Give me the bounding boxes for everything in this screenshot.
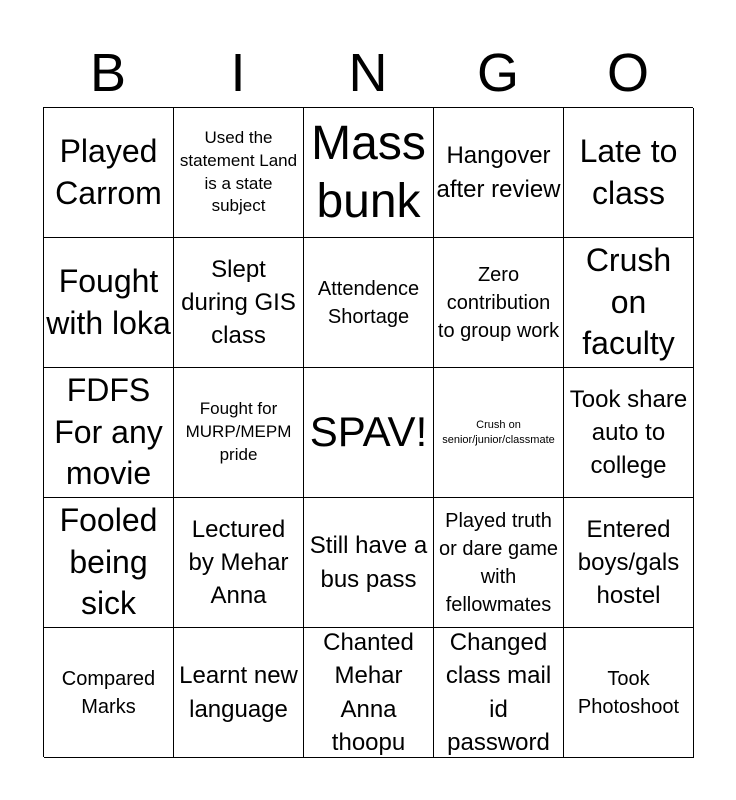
- bingo-cell[interactable]: [174, 498, 304, 628]
- bingo-cell[interactable]: [564, 628, 694, 758]
- bingo-cell-text: Chanted Mehar Anna thoopu: [323, 629, 414, 756]
- bingo-cell-text: Entered boys/gals hostel: [577, 515, 680, 610]
- bingo-cell-text: Crush on senior/junior/classmate: [442, 419, 555, 446]
- bingo-cell[interactable]: [434, 238, 564, 368]
- bingo-cell-text: SPAV!: [309, 408, 428, 456]
- bingo-cell[interactable]: [564, 498, 694, 628]
- bingo-cell-text: Mass bunk: [311, 116, 426, 228]
- bingo-cell[interactable]: [434, 498, 564, 628]
- bingo-cell[interactable]: [174, 108, 304, 238]
- bingo-cell-text: Slept during GIS class: [181, 255, 296, 350]
- bingo-cell-text: Changed class mail id password: [445, 629, 552, 756]
- bingo-board: [43, 107, 693, 757]
- header-letter-b: B: [89, 43, 127, 103]
- bingo-cell[interactable]: [44, 628, 174, 758]
- bingo-header: [43, 38, 693, 108]
- bingo-cell-text: Took Photoshoot: [577, 667, 680, 718]
- bingo-cell[interactable]: [564, 368, 694, 498]
- header-letter-g: G: [476, 43, 519, 103]
- bingo-cell-text: Lectured by Mehar Anna: [188, 515, 289, 610]
- bingo-cell[interactable]: [304, 628, 434, 758]
- bingo-cell[interactable]: [44, 238, 174, 368]
- header-letter-n: N: [348, 43, 388, 103]
- bingo-cell[interactable]: [174, 238, 304, 368]
- bingo-cell-text: Attendence Shortage: [317, 277, 420, 328]
- header-letter-o: O: [606, 43, 649, 103]
- bingo-cell-text: Learnt new language: [179, 662, 298, 723]
- bingo-cell[interactable]: [564, 238, 694, 368]
- bingo-cell[interactable]: [434, 368, 564, 498]
- bingo-cell-text: Late to class: [579, 132, 678, 211]
- bingo-cell-text: Played truth or dare game with fellowmates: [439, 509, 558, 616]
- bingo-cell[interactable]: [44, 108, 174, 238]
- bingo-cell[interactable]: [304, 108, 434, 238]
- bingo-cell-text: Used the statement Land is a state subject: [179, 127, 298, 216]
- bingo-cell-text: Played Carrom: [55, 132, 162, 211]
- bingo-cell[interactable]: [304, 498, 434, 628]
- bingo-cell-text: Crush on faculty: [582, 242, 675, 362]
- bingo-cell-text: Still have a bus pass: [309, 532, 428, 593]
- bingo-cell[interactable]: [174, 368, 304, 498]
- bingo-cell-text: Fooled being sick: [59, 502, 158, 622]
- bingo-cell-text: Hangover after review: [436, 142, 561, 203]
- bingo-cell[interactable]: [304, 238, 434, 368]
- bingo-cell[interactable]: [304, 368, 434, 498]
- bingo-cell-text: Took share auto to college: [569, 385, 688, 480]
- bingo-cell-text: Zero contribution to group work: [437, 263, 560, 342]
- bingo-cell-text: FDFS For any movie: [54, 372, 163, 492]
- bingo-cell-text: Fought for MURP/MEPM pride: [185, 399, 292, 464]
- bingo-cell[interactable]: [44, 368, 174, 498]
- bingo-cell[interactable]: [434, 628, 564, 758]
- bingo-cell[interactable]: [44, 498, 174, 628]
- bingo-cell-text: Compared Marks: [61, 667, 156, 718]
- bingo-cell-text: Fought with loka: [46, 262, 171, 341]
- bingo-cell[interactable]: [434, 108, 564, 238]
- header-letter-i: I: [230, 43, 246, 103]
- bingo-cell[interactable]: [564, 108, 694, 238]
- bingo-cell[interactable]: [174, 628, 304, 758]
